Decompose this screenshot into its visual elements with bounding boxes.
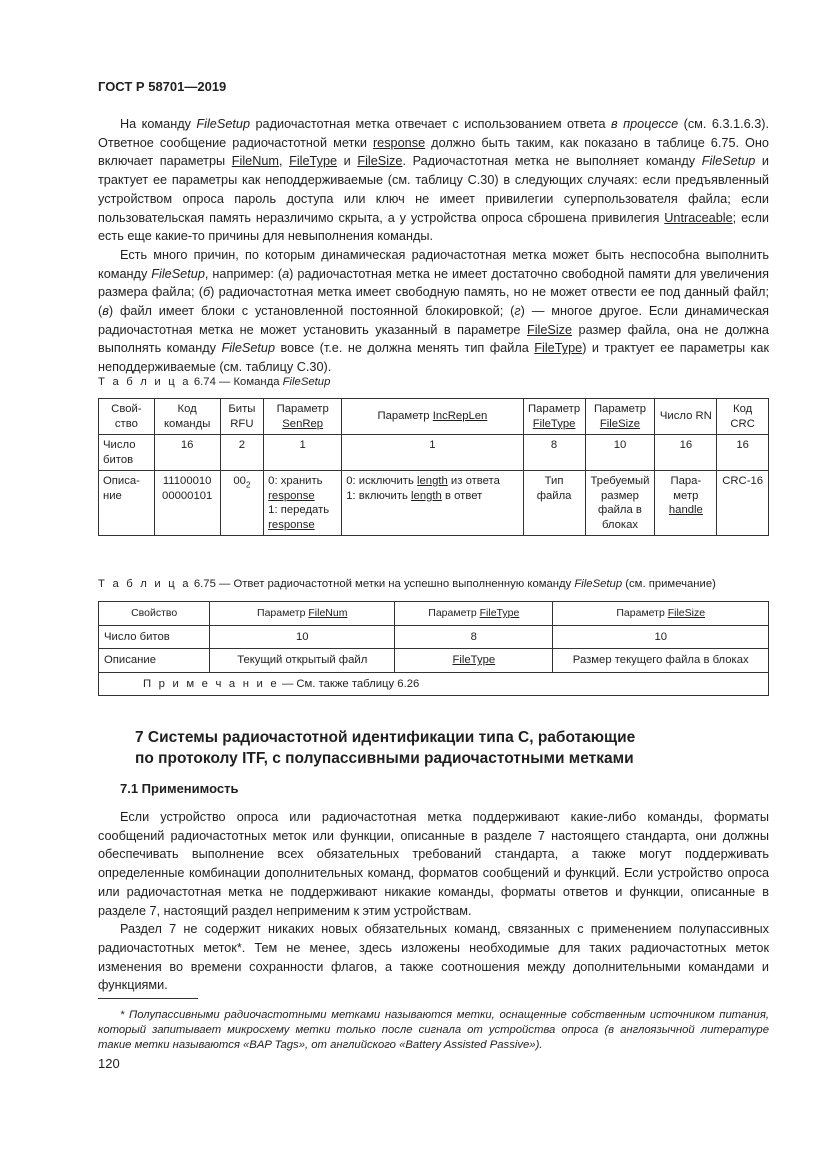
page-number: 120 (98, 1056, 120, 1071)
header-cell: Параметр FileType (395, 602, 553, 626)
table-cell: CRC-16 (717, 471, 769, 536)
table-cell: 10 (553, 625, 769, 649)
header-cell: Параметр SenRep (264, 399, 342, 435)
table-cell: Число битов (99, 625, 210, 649)
header-cell: Параметр FileSize (585, 399, 655, 435)
section-7-1-title: 7.1 Применимость (120, 781, 239, 796)
table-cell: Размер текущего файла в блоках (553, 649, 769, 673)
table-row (99, 435, 769, 471)
table-row (99, 649, 769, 673)
table-cell: Описа-ние (99, 471, 155, 536)
table-cell: 16 (717, 435, 769, 471)
header-cell: Свойство (99, 602, 210, 626)
table-cell: Число битов (99, 435, 155, 471)
table-cell: 16 (655, 435, 717, 471)
table-cell: Требуемый размер файла в блоках (585, 471, 655, 536)
header-cell: Свой-ство (99, 399, 155, 435)
table-cell: 1 (342, 435, 523, 471)
header-cell: Параметр FileType (523, 399, 585, 435)
table-cell: 11100010 00000101 (154, 471, 220, 536)
table-row (99, 471, 769, 536)
table-row (99, 625, 769, 649)
header-cell: Биты RFU (220, 399, 264, 435)
table-cell: 8 (395, 625, 553, 649)
table-cell: 2 (220, 435, 264, 471)
header-cell: Код команды (154, 399, 220, 435)
header-cell: Параметр FileNum (210, 602, 395, 626)
table-cell: Текущий открытый файл (210, 649, 395, 673)
section-paragraph: Если устройство опроса или радиочастотная метка поддерживают какие-либо команды, форматы сообщений радиочастотных меток или функции, описанные в разделе 7 настоящего стандарта, они должны обеспечивать выполнение всех обязательных требований стандарта, а также могут поддерживать определенные комбинации дополнительных команд, форматов сообщений и функций. Если устройство опроса или радиочастотная метка не поддерживают никакие команды, форматы ответов и функции, описанные в разделе 7, настоящий раздел неприменим к этим устройствам. (98, 810, 769, 918)
table-6-74-caption: Т а б л и ц а 6.74 — Команда FileSetup (98, 376, 331, 388)
table-header-row (99, 602, 769, 626)
header-cell: Код CRC (717, 399, 769, 435)
table-6-75 (98, 601, 769, 696)
intro-paragraph-2: Есть много причин, по которым динамическая радиочастотная метка может быть неспособна выполнить команду FileSetup, например: (а) радиочастотная метка не имеет достаточно свободной памяти для увеличения размера файла; (б) радиочастотная метка имеет свободную память, но не может отвести ее под данный файл; (в) файл имеет блоки с установленной постоянной блокировкой; (г) — многое другое. Если динамическая радиочастотная метка не может установить указанный в параметре FileSize размер файла, она не должна выполнять команду FileSetup вовсе (т.е. не должна менять тип файла FileType) и трактует ее параметры как неподдерживаемые (см. таблицу С.30). (98, 247, 769, 375)
table-cell: 1 (264, 435, 342, 471)
table-cell: 8 (523, 435, 585, 471)
header-cell: Параметр IncRepLen (342, 399, 523, 435)
table-cell: $00_2$ (220, 471, 264, 536)
table-cell: 10 (210, 625, 395, 649)
table-cell: Тип файла (523, 471, 585, 536)
table-cell: 0: хранить response 1: передать response (264, 471, 342, 536)
intro-paragraph-1: На команду FileSetup радиочастотная метка отвечает с использованием ответа в процессе (см. 6.3.1.6.3). Ответное сообщение радиочастотной метки response должно быть таким, как показано в таблице 6.75. Оно включает параметры FileNum, FileType и FileSize. Радиочастотная метка не выполняет команду FileSetup и трактует ее параметры как неподдерживаемые (см. таблицу С.30) в следующих случаях: если предъявленный устройством опроса пароль доступа или ключ не имеет привилегии суперпользователя файла; если пользовательская память неразличимо скрыта, а у устройства опроса сброшена привилегия Untraceable; если есть еще какие-то причины для невыполнения команды. (98, 117, 770, 244)
footnote: * Полупассивными радиочастотными метками называются метки, оснащенные собственным источником питания, который запитывает микросхему метки только после сигнала от устройства опроса (в англоязычной литературе такие метки называются «BAP Tags», от английского «Battery Assisted Passive»). (98, 1009, 769, 1051)
table-cell: FileType (395, 649, 553, 673)
table-6-75-caption: Т а б л и ц а 6.75 — Ответ радиочастотной метки на успешно выполненную команду FileSetup (см. примечание) (98, 578, 716, 590)
table-cell: Описание (99, 649, 210, 673)
intro-text (98, 115, 769, 377)
section-7-text (98, 808, 769, 995)
table-cell: 16 (154, 435, 220, 471)
table-cell: 0: исключить length из ответа 1: включить length в ответ (342, 471, 523, 536)
table-note-row (99, 672, 769, 696)
table-header-row (99, 399, 769, 435)
table-cell: 10 (585, 435, 655, 471)
section-paragraph: Раздел 7 не содержит никаких новых обязательных команд, связанных с применением полупассивных радиочастотных меток*. Тем не менее, здесь изложены необходимые для таких радиочастотных меток изменения во времени сохранности флагов, а также соотношения между дополнительными командами и функциями. (98, 922, 769, 993)
table-6-74 (98, 398, 769, 536)
footnote-divider (98, 998, 198, 999)
table-cell: Пара-метр handle (655, 471, 717, 536)
document-header: ГОСТ Р 58701—2019 (98, 79, 227, 94)
section-7-title: 7 Системы радиочастотной идентификации типа С, работающие по протоколу ITF, с полупассивными радиочастотными метками (135, 729, 636, 767)
header-cell: Число RN (655, 399, 717, 435)
header-cell: Параметр FileSize (553, 602, 769, 626)
table-note: П р и м е ч а н и е — См. также таблицу 6.26 (99, 672, 769, 696)
